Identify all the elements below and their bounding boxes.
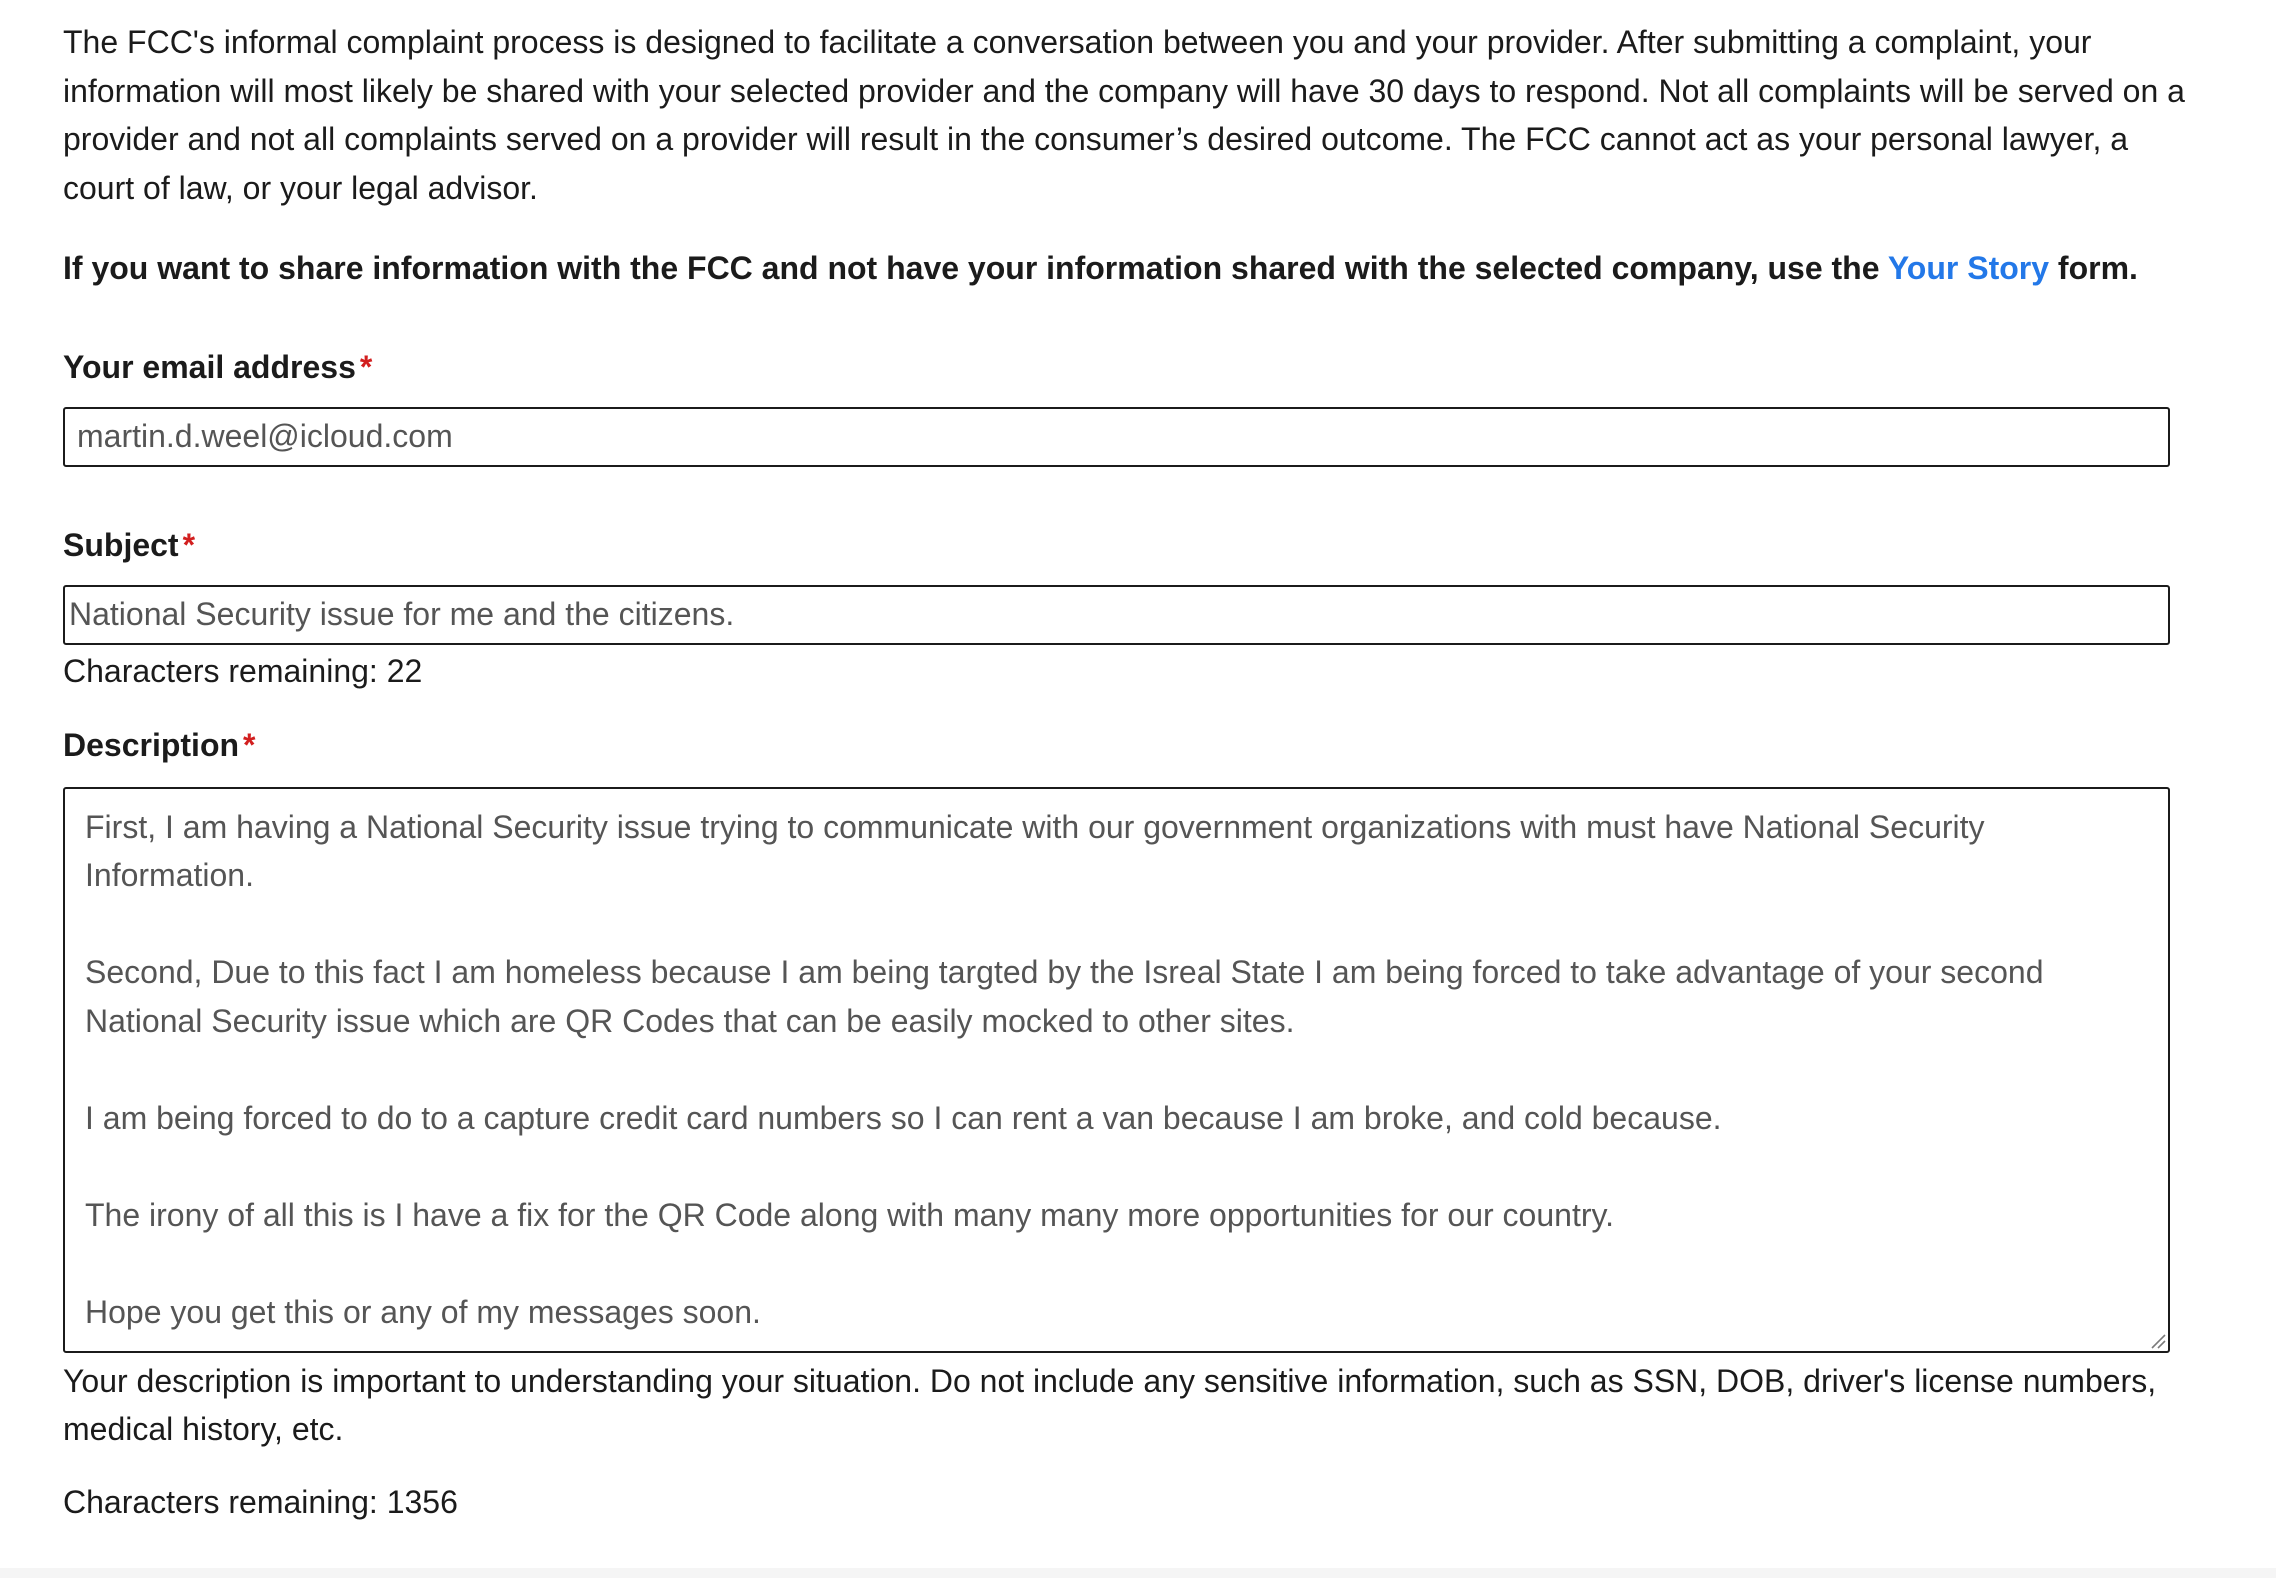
- subject-label: [63, 525, 2193, 565]
- complaint-form-page: [63, 18, 2193, 1522]
- your-story-link[interactable]: Your Story: [1887, 250, 2050, 286]
- subject-label-text: Subject: [63, 526, 179, 563]
- email-label-text: Your email address: [63, 348, 356, 385]
- description-paragraph: First, I am having a National Security issue trying to communicate with our government organizations with must have National Security Information.: [85, 808, 1994, 893]
- email-input[interactable]: [63, 407, 2170, 467]
- required-asterisk: *: [359, 348, 373, 385]
- share-notice-text-end: form.: [2049, 250, 2138, 286]
- page-bottom-edge: [0, 1568, 2276, 1578]
- description-characters-remaining: Characters remaining: 1356: [63, 1483, 458, 1520]
- resize-handle-icon[interactable]: [2148, 1331, 2166, 1349]
- description-hint: Your description is important to understanding your situation. Do not include any sensitive information, such as SSN, DOB, driver's license numbers, medical history, etc.: [63, 1362, 2157, 1447]
- email-label: [63, 347, 2193, 387]
- required-asterisk: *: [243, 726, 256, 763]
- description-paragraph: Hope you get this or any of my messages soon.: [85, 1293, 761, 1330]
- subject-characters-remaining: Characters remaining: 22: [63, 652, 423, 689]
- intro-paragraph: The FCC's informal complaint process is designed to facilitate a conversation between you and your provider. After submitting a complaint, your information will most likely be shared with your selected provider and the company will have 30 days to respond. Not all complaints will be served on a provider and not all complaints served on a provider will result in the consumer’s desired outcome. The FCC cannot act as your personal lawyer, a court of law, or your legal advisor.: [63, 24, 2185, 206]
- description-paragraph: I am being forced to do to a capture credit card numbers so I can rent a van because I am broke, and cold because.: [85, 1099, 1722, 1136]
- share-notice-text: If you want to share information with the FCC and not have your information shared with the selected company, use the: [63, 250, 1888, 286]
- description-label-text: Description: [63, 726, 240, 763]
- description-textarea[interactable]: [63, 787, 2170, 1353]
- description-paragraph: The irony of all this is I have a fix for the QR Code along with many many more opportunities for our country.: [85, 1196, 1614, 1233]
- description-label: [63, 725, 2193, 765]
- description-paragraph: Second, Due to this fact I am homeless because I am being targted by the Isreal State I am being forced to take advantage of your second National Security issue which are QR Codes that can be easily mocked to other sites.: [85, 954, 2053, 1039]
- required-asterisk: *: [182, 526, 196, 563]
- subject-input[interactable]: [63, 585, 2170, 645]
- share-notice: [63, 244, 2193, 293]
